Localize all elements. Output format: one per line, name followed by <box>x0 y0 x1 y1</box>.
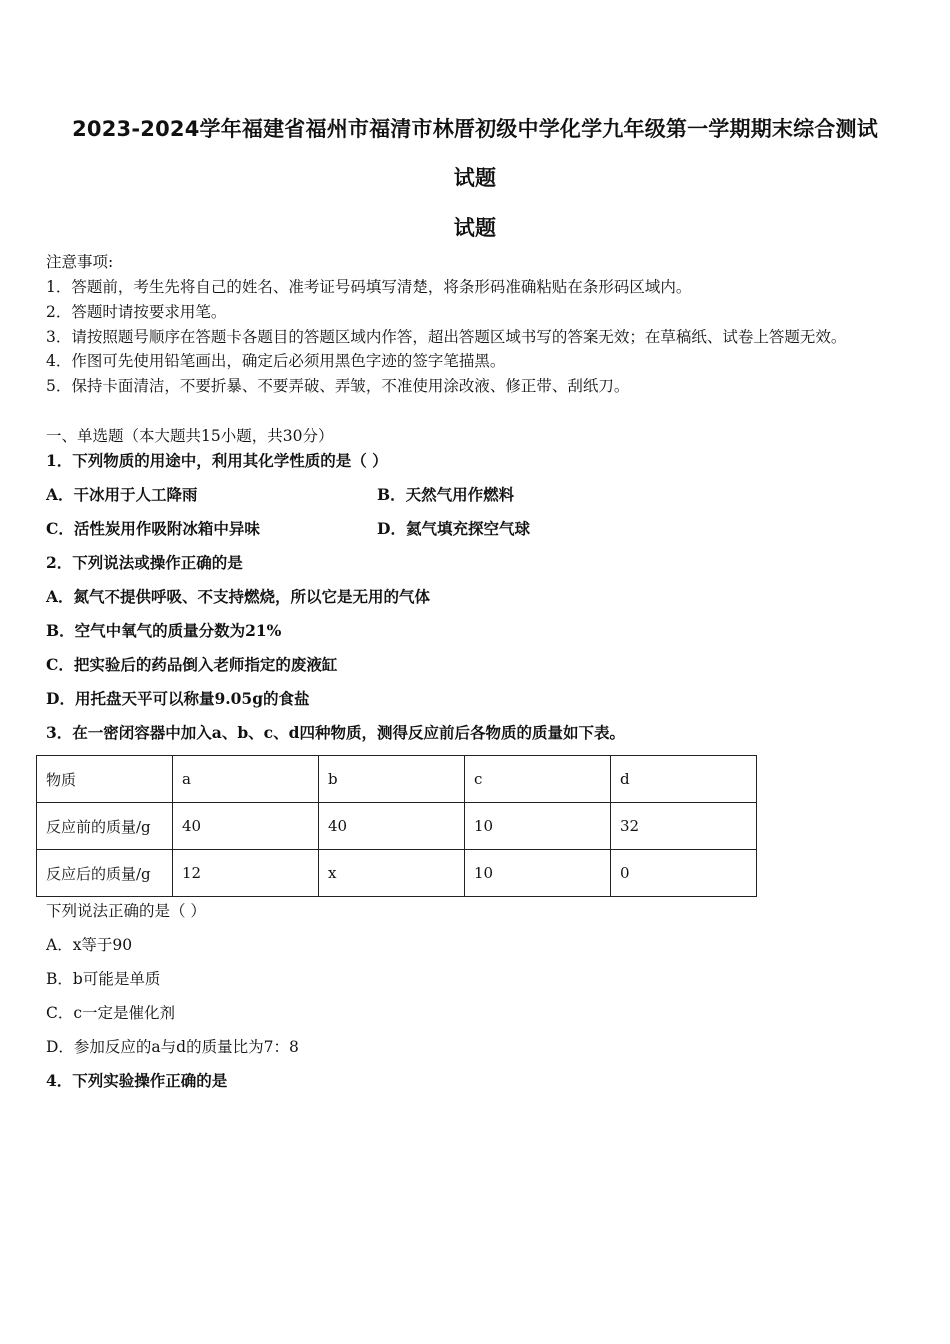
table-cell: c <box>465 756 611 803</box>
table-row <box>37 756 757 803</box>
question-3-stem: 3．在一密闭容器中加入a、b、c、d四种物质，测得反应前后各物质的质量如下表。 <box>46 723 625 742</box>
table-cell: 0 <box>611 850 757 897</box>
table-cell: 反应后的质量/g <box>37 850 173 897</box>
question-3-option-a: A．x等于90 <box>46 936 133 954</box>
table-cell: 32 <box>611 803 757 850</box>
question-2-option-a: A．氮气不提供呼吸、不支持燃烧，所以它是无用的气体 <box>46 587 431 606</box>
question-3-option-b: B．b可能是单质 <box>46 970 161 988</box>
question-3-option-d: D．参加反应的a与d的质量比为7：8 <box>46 1038 299 1056</box>
note-item: 4．作图可先使用铅笔画出，确定后必须用黑色字迹的签字笔描黑。 <box>46 352 506 370</box>
notes-heading: 注意事项: <box>46 253 114 271</box>
document-title-line1: 2023-2024学年福建省福州市福清市林厝初级中学化学九年级第一学期期末综合测试 <box>72 117 878 141</box>
table-cell: x <box>319 850 465 897</box>
table-row <box>37 850 757 897</box>
note-item: 1．答题前，考生先将自己的姓名、准考证号码填写清楚，将条形码准确粘贴在条形码区域内。 <box>46 278 692 296</box>
note-item: 3．请按照题号顺序在答题卡各题目的答题区域内作答，超出答题区域书写的答案无效；在草稿纸、试卷上答题无效。 <box>46 328 847 346</box>
question-2-option-d: D．用托盘天平可以称量9.05g的食盐 <box>46 689 310 708</box>
table-cell: 40 <box>319 803 465 850</box>
question-1-option-c: C．活性炭用作吸附冰箱中异味 <box>46 519 260 538</box>
table-cell: 10 <box>465 850 611 897</box>
mass-table <box>36 755 757 897</box>
table-cell: 10 <box>465 803 611 850</box>
question-2-option-c: C．把实验后的药品倒入老师指定的废液缸 <box>46 655 338 674</box>
document-title-line3: 试题 <box>453 216 497 240</box>
table-cell: 40 <box>173 803 319 850</box>
table-cell: b <box>319 756 465 803</box>
question-1-option-d: D．氦气填充探空气球 <box>377 519 530 538</box>
table-row <box>37 803 757 850</box>
note-item: 2．答题时请按要求用笔。 <box>46 303 227 321</box>
question-1-options-row1 <box>46 485 515 505</box>
question-1-stem: 1．下列物质的用途中，利用其化学性质的是（ ） <box>46 451 388 470</box>
question-4-stem: 4．下列实验操作正确的是 <box>46 1071 228 1090</box>
section-heading: 一、单选题（本大题共15小题，共30分） <box>46 427 334 445</box>
table-cell: 12 <box>173 850 319 897</box>
question-1-option-a: A．干冰用于人工降雨 <box>46 485 198 504</box>
question-3-prompt: 下列说法正确的是（ ） <box>46 902 206 920</box>
table-cell: a <box>173 756 319 803</box>
note-item: 5．保持卡面清洁，不要折暴、不要弄破、弄皱，不准使用涂改液、修正带、刮纸刀。 <box>46 377 630 395</box>
question-2-option-b: B．空气中氧气的质量分数为21% <box>46 621 282 640</box>
question-3-option-c: C．c一定是催化剂 <box>46 1004 176 1022</box>
table-cell: 物质 <box>37 756 173 803</box>
question-2-stem: 2．下列说法或操作正确的是 <box>46 553 243 572</box>
table-cell: d <box>611 756 757 803</box>
question-1-options-row2 <box>46 519 530 539</box>
document-title-line2: 试题 <box>453 166 497 190</box>
table-cell: 反应前的质量/g <box>37 803 173 850</box>
question-1-option-b: B．天然气用作燃料 <box>377 485 515 504</box>
